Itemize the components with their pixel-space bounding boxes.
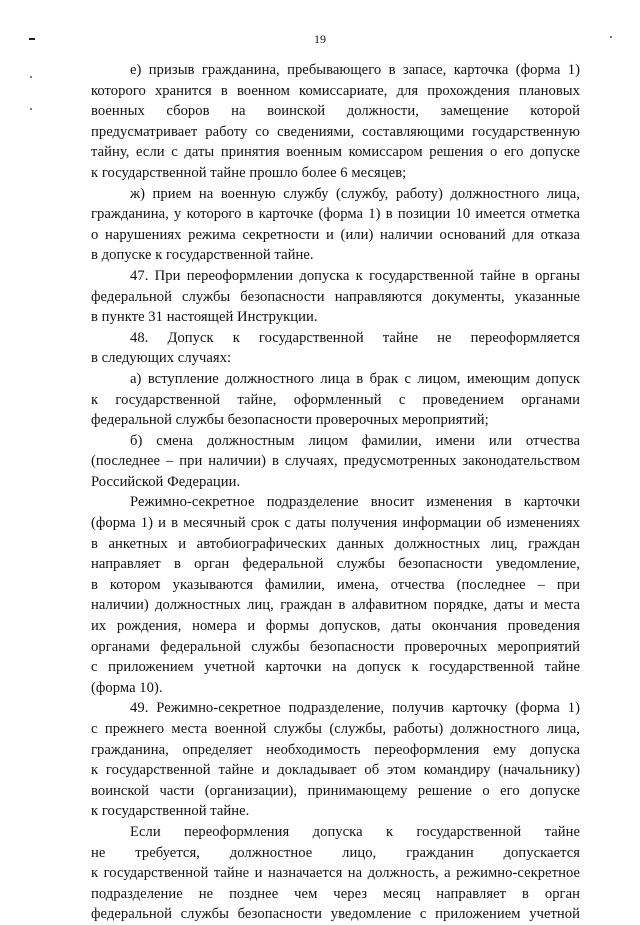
text-line: к государственной тайне прошло более 6 месяцев; — [91, 164, 407, 181]
text-line: наличии) должностных лиц, граждан в алфавитном порядке, даты и места — [91, 597, 580, 614]
text-line: в следующих случаях: — [91, 350, 232, 367]
text-line: с приложением учетной карточки на допуск к государственной тайне — [91, 659, 580, 676]
text-line: Режимно-секретное подразделение вносит изменения в карточки — [130, 494, 580, 511]
text-line: гражданина, у которого в карточке (форма 1) в позиции 10 имеется отметка — [91, 206, 580, 223]
text-line: к государственной тайне, оформленный с проведением органами — [91, 391, 580, 408]
text-line: ж) прием на военную службу (службу, работу) должностного лица, — [130, 185, 580, 202]
text-line: а) вступление должностного лица в брак с лицом, имеющим допуск — [130, 370, 580, 387]
text-line: направляет в орган федеральной службы безопасности уведомление, — [91, 556, 580, 573]
scan-speck — [30, 108, 32, 110]
text-line: подразделение не позднее чем через месяц направляет в орган — [91, 885, 580, 902]
text-line: (форма 10). — [91, 679, 163, 696]
text-line: федеральной службы безопасности уведомление с приложением учетной — [91, 906, 580, 923]
text-line: е) призыв гражданина, пребывающего в запасе, карточка (форма 1) — [130, 62, 580, 78]
text-line: воинской части (организации), принимающему решение о его допуске — [91, 782, 580, 799]
text-line: к государственной тайне. — [91, 803, 250, 820]
text-line: органами федеральной службы безопасности проверочных мероприятий — [91, 638, 580, 655]
text-line: предусматривает работу со сведениями, составляющими государственную — [91, 123, 580, 140]
scan-speck — [30, 76, 32, 78]
text-line: б) смена должностным лицом фамилии, имени или отчества — [130, 432, 580, 449]
text-line: к государственной тайне и назначается на должность, а режимно-секретное — [91, 865, 580, 882]
text-line: в пункте 31 настоящей Инструкции. — [91, 309, 318, 326]
text-line: к государственной тайне и докладывает об этом командиру (начальнику) — [91, 762, 580, 779]
text-line: (последнее – при наличии) в случаях, предусмотренных законодательством — [91, 453, 580, 470]
page-number: 19 — [314, 32, 326, 46]
text-line: федеральной службы безопасности проверочных мероприятий; — [91, 412, 489, 429]
text-line: Российской Федерации. — [91, 473, 241, 490]
text-line: военных сборов на воинской должности, замещение которой — [91, 103, 580, 120]
text-line: в котором указываются фамилии, имена, отчества (последнее – при — [91, 576, 580, 593]
document-body — [91, 60, 580, 925]
text-line: 49. Режимно-секретное подразделение, получив карточку (форма 1) — [130, 700, 580, 717]
text-line: гражданина, определяет необходимость переоформления ему допуска — [91, 741, 580, 758]
text-line: в анкетных и автобиографических данных должностных лиц, граждан — [91, 535, 580, 552]
text-line: Если переоформления допуска к государственной тайне — [130, 823, 580, 840]
text-line: федеральной службы безопасности направляются документы, указанные — [91, 288, 580, 305]
text-line: (форма 1) и в месячный срок с даты получения информации об изменениях — [91, 515, 580, 532]
text-line: их рождения, номера и формы допусков, даты окончания проведения — [91, 618, 580, 635]
text-line: не требуется, должностное лицо, гражданин допускается — [91, 844, 580, 861]
text-line: которого хранится в военном комиссариате, для прохождения плановых — [91, 82, 580, 99]
text-line: о нарушениях режима секретности и (или) наличии оснований для отказа — [91, 226, 580, 243]
text-line: 47. При переоформлении допуска к государственной тайне в органы — [130, 267, 580, 284]
text-line: с прежнего места военной службы (службы, работы) должностного лица, — [91, 721, 580, 737]
text-line: тайну, если с даты принятия военным комиссаром решения о его допуске — [91, 144, 580, 161]
text-line: в допуске к государственной тайне. — [91, 247, 314, 264]
text-line: 48. Допуск к государственной тайне не переоформляется — [130, 329, 580, 346]
